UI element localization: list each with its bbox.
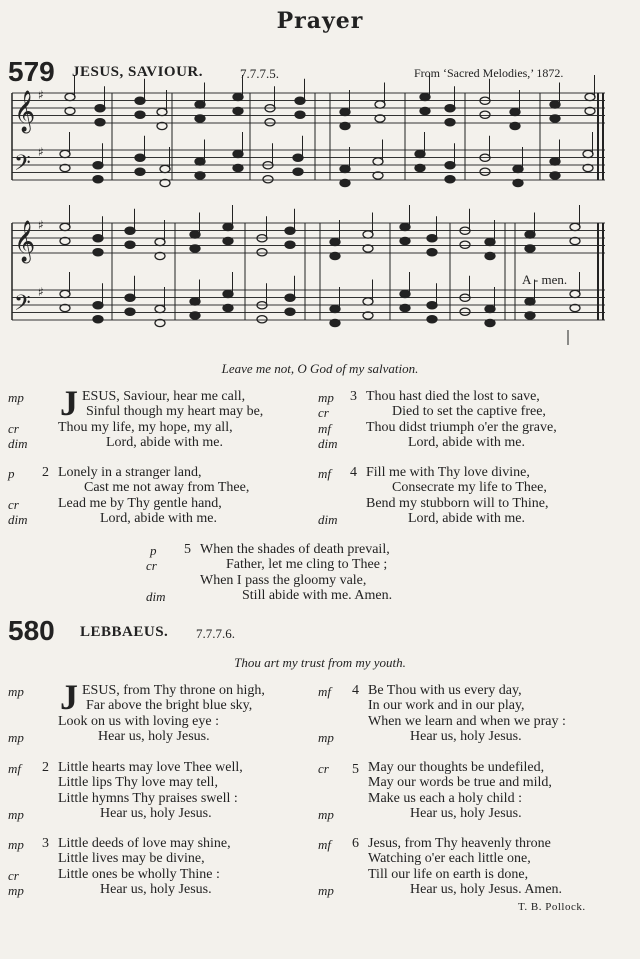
hymn-579-verse-4: Fill me with Thy love divine, Consecrate my life to Thee, Bend my stubborn will to Thine, Lord, abide with me.: [366, 465, 549, 526]
clef-symbol: 𝄢: [14, 291, 31, 321]
note-head: [190, 298, 200, 305]
h580-v3-number: 3: [42, 836, 49, 851]
note-head: [330, 319, 340, 326]
note-head: [157, 108, 167, 115]
note-head: [155, 305, 165, 312]
note-head: [550, 172, 560, 179]
v1-dynamics: mp cr dim: [8, 390, 28, 451]
note-head: [135, 111, 145, 118]
note-head: [125, 241, 135, 248]
note-head: [480, 168, 490, 175]
note-head: [257, 249, 267, 256]
note-head: [293, 168, 303, 175]
hymn-579-verse-2: Lonely in a stranger land, Cast me not away from Thee, Lead me by Thy gentle hand, Lord, abide with me.: [58, 465, 250, 526]
note-head: [485, 252, 495, 259]
section-title: Prayer: [276, 8, 364, 34]
note-head: [485, 238, 495, 245]
note-head: [415, 164, 425, 171]
amen-label: A - men.: [522, 272, 568, 287]
note-head: [427, 302, 437, 309]
clef-symbol: 𝄞: [14, 221, 36, 262]
note-head: [510, 122, 520, 129]
music-score: [0, 0, 640, 345]
note-head: [550, 101, 560, 108]
note-head: [400, 223, 410, 230]
note-head: [190, 312, 200, 319]
note-head: [400, 237, 410, 244]
note-head: [340, 122, 350, 129]
note-head: [550, 115, 560, 122]
note-head: [585, 93, 595, 100]
clef-symbol: 𝄞: [14, 91, 36, 132]
note-head: [340, 165, 350, 172]
note-head: [190, 245, 200, 252]
hymn-580-credit: T. B. Pollock.: [518, 901, 586, 913]
note-head: [445, 162, 455, 169]
note-head: [420, 107, 430, 114]
note-head: [233, 93, 243, 100]
h580-v3-dynamics: mp cr mp: [8, 837, 24, 898]
v1-dropcap: J: [60, 383, 78, 423]
note-head: [513, 165, 523, 172]
note-head: [60, 150, 70, 157]
hymn-579-number: 579: [8, 56, 55, 87]
hymn-580-name: LEBBAEUS.: [80, 624, 169, 640]
h580-v5-number: 5: [352, 762, 359, 777]
h580-v2-dynamics: mf mp: [8, 761, 24, 822]
hymn-579-name: JESUS, SAVIOUR.: [72, 64, 204, 80]
v4-dynamics: mf dim: [318, 466, 338, 527]
note-head: [195, 101, 205, 108]
note-head: [195, 158, 205, 165]
h580-v6-dynamics: mf mp: [318, 837, 334, 898]
note-head: [125, 308, 135, 315]
note-head: [525, 312, 535, 319]
v5-dynamics: p cr dim: [146, 543, 166, 604]
note-head: [460, 241, 470, 248]
v3-dynamics: mp cr mf dim: [318, 390, 338, 451]
note-head: [135, 154, 145, 161]
note-head: [65, 93, 75, 100]
hymn-579-verse-1: ESUS, Saviour, hear me call, Sinful though my heart may be, Thou my life, my hope, my all, Lord, abide with me.: [58, 389, 264, 450]
note-head: [570, 290, 580, 297]
note-head: [93, 235, 103, 242]
note-head: [525, 231, 535, 238]
note-head: [513, 179, 523, 186]
hymn-580-verse-1: ESUS, from Thy throne on high, Far above the bright blue sky, Look on us with loving eye : Hear us, holy Jesus.: [58, 683, 265, 744]
note-head: [263, 176, 273, 183]
key-signature: ♯: [38, 218, 44, 232]
note-head: [285, 227, 295, 234]
v2-dynamics: p cr dim: [8, 466, 28, 527]
note-head: [93, 302, 103, 309]
hymn-580-motto: Thou art my trust from my youth.: [234, 655, 406, 670]
note-head: [330, 305, 340, 312]
v5-number: 5: [184, 542, 191, 557]
note-head: [195, 115, 205, 122]
note-head: [427, 316, 437, 323]
note-head: [485, 319, 495, 326]
note-head: [233, 107, 243, 114]
h580-v2-number: 2: [42, 760, 49, 775]
note-head: [525, 245, 535, 252]
note-head: [460, 308, 470, 315]
note-head: [340, 179, 350, 186]
note-head: [510, 108, 520, 115]
v4-number: 4: [350, 465, 357, 480]
note-head: [135, 97, 145, 104]
note-head: [233, 164, 243, 171]
key-signature: ♯: [38, 145, 44, 159]
v2-number: 2: [42, 465, 49, 480]
note-head: [373, 158, 383, 165]
note-head: [445, 119, 455, 126]
h580-v6-number: 6: [352, 836, 359, 851]
h580-v5-dynamics: cr mp: [318, 761, 334, 822]
note-head: [223, 290, 233, 297]
note-head: [445, 176, 455, 183]
note-head: [445, 105, 455, 112]
key-signature: ♯: [38, 285, 44, 299]
note-head: [285, 241, 295, 248]
note-head: [583, 150, 593, 157]
note-head: [265, 119, 275, 126]
note-head: [257, 316, 267, 323]
note-head: [93, 249, 103, 256]
note-head: [285, 308, 295, 315]
note-head: [525, 298, 535, 305]
note-head: [160, 165, 170, 172]
note-head: [295, 97, 305, 104]
note-head: [95, 119, 105, 126]
key-signature: ♯: [38, 88, 44, 102]
note-head: [233, 150, 243, 157]
note-head: [400, 304, 410, 311]
note-head: [485, 305, 495, 312]
hymn-580-meter: 7.7.7.6.: [196, 626, 235, 641]
note-head: [93, 316, 103, 323]
note-head: [293, 154, 303, 161]
note-head: [480, 111, 490, 118]
note-head: [415, 150, 425, 157]
hymn-580-number: 580: [8, 615, 55, 646]
note-head: [60, 290, 70, 297]
note-head: [420, 93, 430, 100]
v3-number: 3: [350, 389, 357, 404]
note-head: [93, 176, 103, 183]
note-head: [330, 238, 340, 245]
hymn-580-verse-4: Be Thou with us every day, In our work and in our play, When we learn and when we pray : Hear us, holy Jesus.: [368, 683, 566, 744]
note-head: [295, 111, 305, 118]
clef-symbol: 𝄢: [14, 151, 31, 181]
note-head: [155, 238, 165, 245]
note-head: [427, 235, 437, 242]
note-head: [363, 298, 373, 305]
note-head: [400, 290, 410, 297]
hymn-579-verse-3: Thou hast died the lost to save, Died to set the captive free, Thou didst triumph o'er the grave, Lord, abide with me.: [366, 389, 557, 450]
note-head: [427, 249, 437, 256]
note-head: [375, 101, 385, 108]
hymn-580-verse-2: Little hearts may love Thee well, Little lips Thy love may tell, Little hymns Thy praises swell : Hear us, holy Jesus.: [58, 760, 243, 821]
note-head: [135, 168, 145, 175]
note-head: [223, 237, 233, 244]
note-head: [195, 172, 205, 179]
note-head: [125, 227, 135, 234]
hymn-580-verse-6: Jesus, from Thy heavenly throne Watching o'er each little one, Till our life on earth is done, Hear us, holy Jesus. Amen.: [368, 836, 563, 897]
hymn-579-source: From ‘Sacred Melodies,’ 1872.: [414, 66, 564, 80]
note-head: [363, 231, 373, 238]
hymn-579-motto: Leave me not, O God of my salvation.: [221, 361, 419, 376]
note-head: [570, 223, 580, 230]
h580-v1-dynamics: mp mp: [8, 684, 24, 745]
note-head: [190, 231, 200, 238]
note-head: [550, 158, 560, 165]
h580-v4-dynamics: mf mp: [318, 684, 334, 745]
note-head: [125, 294, 135, 301]
note-head: [60, 223, 70, 230]
note-head: [330, 252, 340, 259]
h580-v4-number: 4: [352, 683, 359, 698]
hymn-580-verse-3: Little deeds of love may shine, Little lives may be divine, Little ones be wholly Thine : Hear us, holy Jesus.: [58, 836, 231, 897]
hymn-580-verse-5: May our thoughts be undefiled, May our words be true and mild, Make us each a holy child : Hear us, holy Jesus.: [368, 760, 552, 821]
hymn-579-verse-5: When the shades of death prevail, Father, let me cling to Thee ; When I pass the gloomy vale, Still abide with me. Amen.: [200, 542, 393, 603]
hymn-579-meter: 7.7.7.5.: [240, 66, 279, 81]
note-head: [340, 108, 350, 115]
h580-v1-dropcap: J: [60, 677, 78, 717]
note-head: [95, 105, 105, 112]
note-head: [223, 223, 233, 230]
note-head: [223, 304, 233, 311]
note-head: [93, 162, 103, 169]
note-head: [285, 294, 295, 301]
